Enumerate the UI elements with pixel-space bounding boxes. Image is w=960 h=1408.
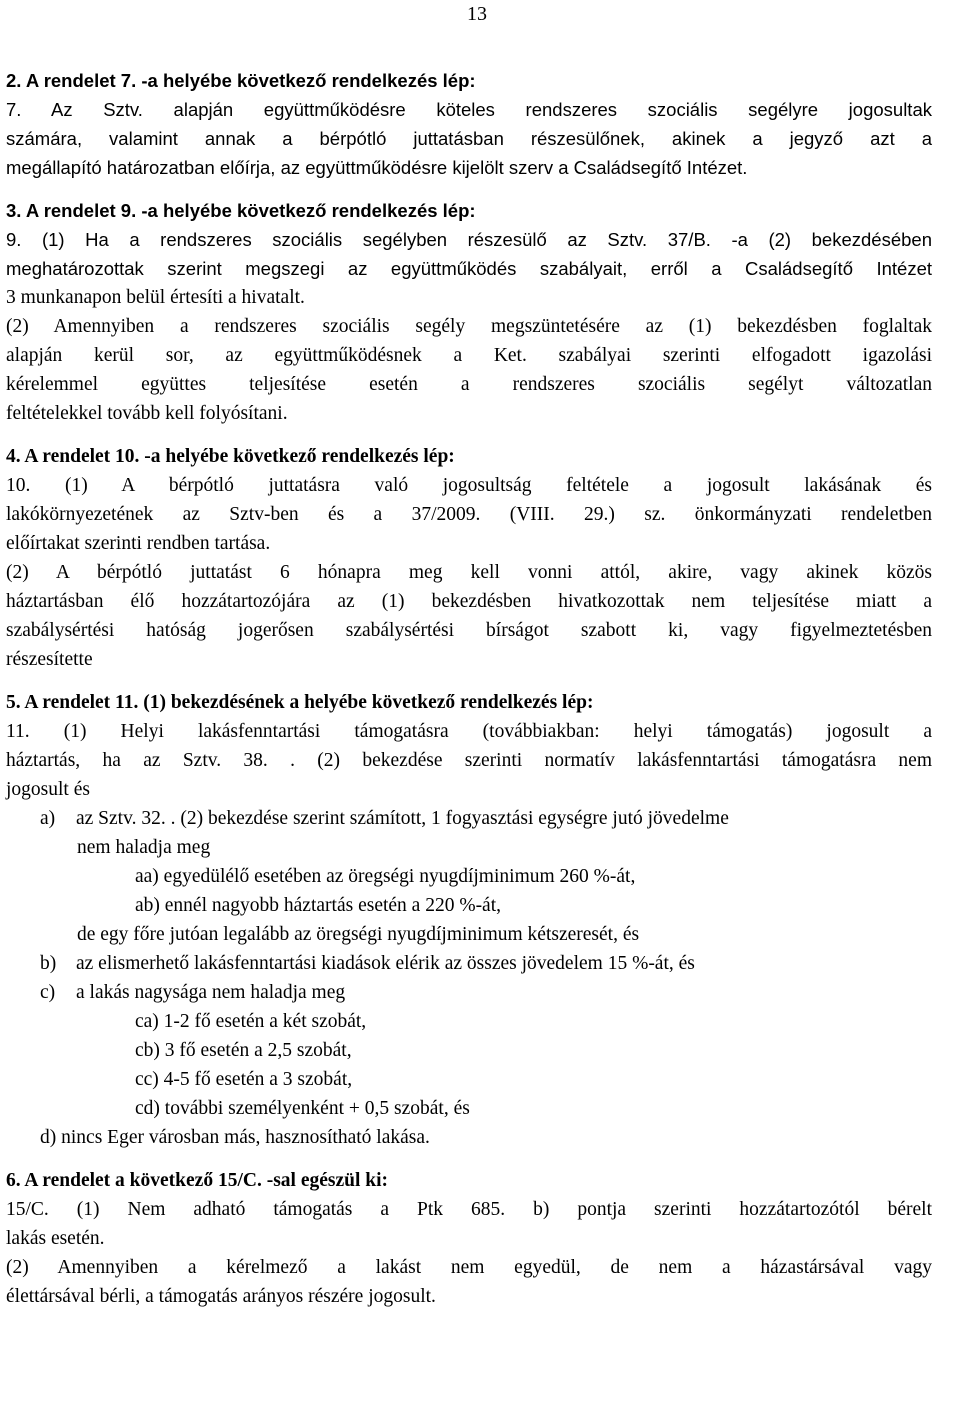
list-marker: a) [40, 808, 56, 829]
paragraph-line: szabálysértési hatóság jogerősen szabálysértési bírságot szabott ki, vagy figyelmeztetésben [6, 620, 932, 641]
list-item-text: a lakás nagysága nem haladja meg [76, 982, 346, 1003]
paragraph-line: megállapító határozatban előírja, az együttműködésre kijelölt szerv a Családsegítő Intézet. [6, 157, 748, 178]
sub-item-ab: ab) ennél nagyobb háztartás esetén a 220 %-át, [135, 895, 502, 916]
section-4-heading: 4. A rendelet 10. -a helyébe következő rendelkezés lép: [6, 446, 455, 467]
list-item-text: az elismerhető lakásfenntartási kiadások elérik az összes jövedelem 15 %-át, és [76, 953, 695, 974]
paragraph-line: 10. (1) A bérpótló juttatásra való jogosultság feltétele a jogosult lakásának és [6, 475, 932, 496]
paragraph-line: élettársával bérli, a támogatás arányos részére jogosult. [6, 1286, 436, 1307]
paragraph-line: feltételekkel tovább kell folyósítani. [6, 403, 288, 424]
paragraph-line: lakás esetén. [6, 1228, 105, 1249]
paragraph-line: háztartásban élő hozzátartozójára az (1) bekezdésben hivatkozottak nem teljesítése miatt a [6, 591, 932, 612]
paragraph-line: (2) A bérpótló juttatást 6 hónapra meg kell vonni attól, akire, vagy akinek közös [6, 562, 932, 583]
paragraph-line: előírtakat szerinti rendben tartása. [6, 533, 271, 554]
list-item-text: az Sztv. 32. . (2) bekezdése szerint számított, 1 fogyasztási egységre jutó jövedelme [76, 808, 729, 829]
paragraph-line: meghatározottak szerint megszegi az együttműködés szabályait, erről a Családsegítő Intézet [6, 258, 932, 279]
document-body [6, 66, 932, 1311]
paragraph-line: részesítette [6, 649, 93, 670]
paragraph-line: 7. Az Sztv. alapján együttműködésre köteles rendszeres szociális segélyre jogosultak [6, 99, 932, 120]
list-marker: b) [40, 953, 57, 974]
paragraph-line: jogosult és [6, 779, 90, 800]
paragraph-line: háztartás, ha az Sztv. 38. . (2) bekezdése szerinti normatív lakásfenntartási támogatásra nem [6, 750, 932, 771]
paragraph-line: kérelemmel együttes teljesítése esetén a rendszeres szociális segélyt változatlan [6, 374, 932, 395]
section-6-heading: 6. A rendelet a következő 15/C. -sal egészül ki: [6, 1170, 389, 1191]
section-3-heading: 3. A rendelet 9. -a helyébe következő rendelkezés lép: [6, 200, 476, 221]
paragraph-line: 3 munkanapon belül értesíti a hivatalt. [6, 287, 305, 308]
list-item-continuation: nem haladja meg [77, 837, 211, 858]
page-number: 13 [467, 3, 487, 25]
section-5-heading: 5. A rendelet 11. (1) bekezdésének a helyébe következő rendelkezés lép: [6, 692, 594, 713]
paragraph-line: (2) Amennyiben a rendszeres szociális segély megszüntetésére az (1) bekezdésben foglaltak [6, 316, 932, 337]
sub-item-aa: aa) egyedülélő esetében az öregségi nyugdíjminimum 260 %-át, [135, 866, 636, 887]
sub-item-cb: cb) 3 fő esetén a 2,5 szobát, [135, 1040, 352, 1061]
paragraph-line: alapján kerül sor, az együttműködésnek a Ket. szabályai szerinti elfogadott igazolási [6, 345, 932, 366]
list-item-continuation: de egy főre jutóan legalább az öregségi nyugdíjminimum kétszeresét, és [77, 924, 640, 945]
list-marker: c) [40, 982, 56, 1003]
paragraph-line: 11. (1) Helyi lakásfenntartási támogatásra (továbbiakban: helyi támogatás) jogosult a [6, 721, 932, 742]
paragraph-line: (2) Amennyiben a kérelmező a lakást nem egyedül, de nem a házastársával vagy [6, 1257, 932, 1278]
sub-item-cd: cd) további személyenként + 0,5 szobát, és [135, 1098, 470, 1119]
paragraph-line: 15/C. (1) Nem adható támogatás a Ptk 685. b) pontja szerinti hozzátartozótól bérelt [6, 1199, 932, 1220]
section-2-heading: 2. A rendelet 7. -a helyébe következő rendelkezés lép: [6, 70, 476, 91]
sub-item-ca: ca) 1-2 fő esetén a két szobát, [135, 1011, 367, 1032]
list-item-c [6, 978, 932, 1007]
list-item-a [6, 804, 932, 833]
paragraph-line: 9. (1) Ha a rendszeres szociális segélyben részesülő az Sztv. 37/B. -a (2) bekezdésében [6, 229, 932, 250]
list-item-b [6, 949, 932, 978]
paragraph-line: számára, valamint annak a bérpótló juttatásban részesülőnek, akinek a jegyző azt a [6, 128, 932, 149]
sub-item-cc: cc) 4-5 fő esetén a 3 szobát, [135, 1069, 353, 1090]
paragraph-line: lakókörnyezetének az Sztv-ben és a 37/2009. (VIII. 29.) sz. önkormányzati rendeletben [6, 504, 932, 525]
list-item-d: d) nincs Eger városban más, hasznosítható lakása. [40, 1127, 430, 1148]
